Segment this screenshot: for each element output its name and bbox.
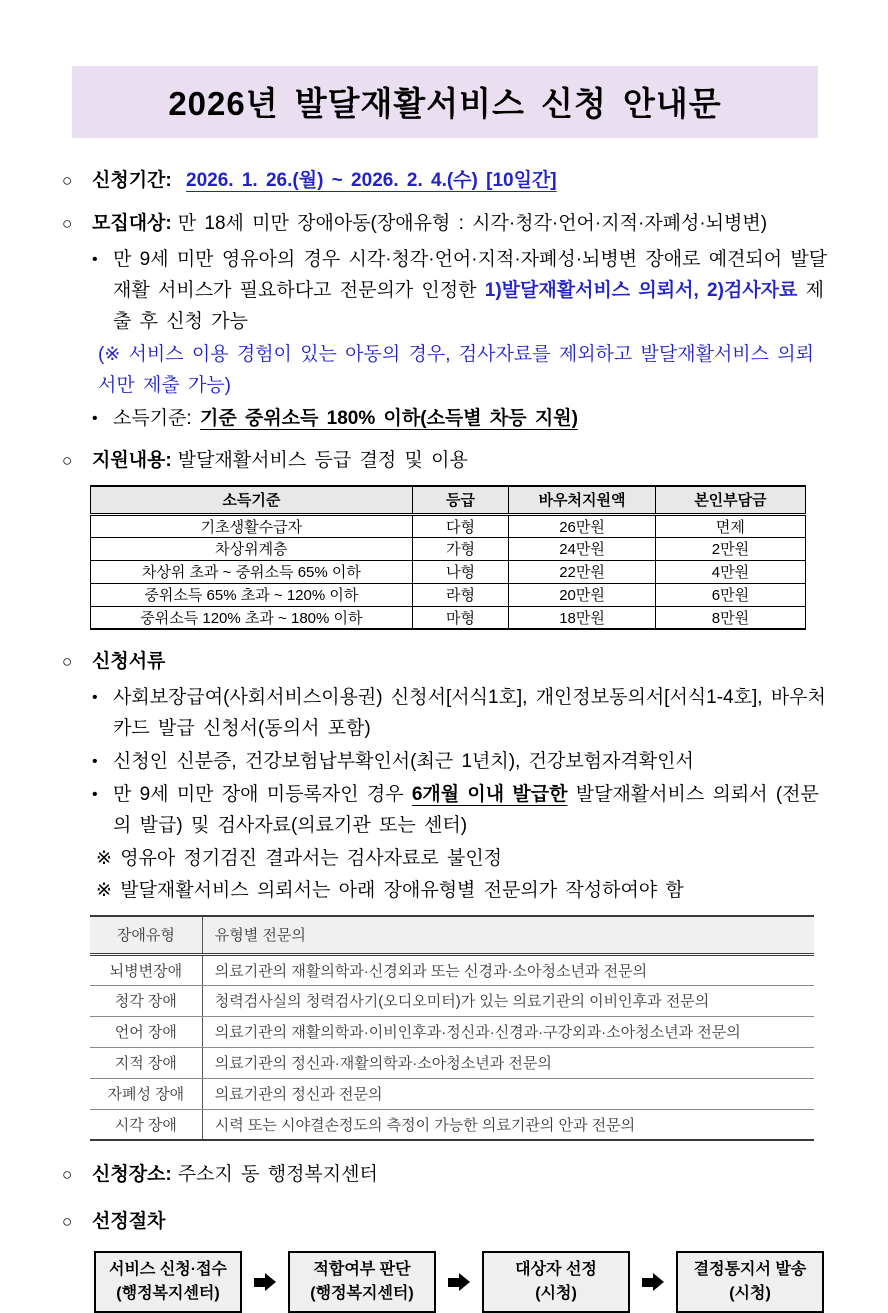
eligibility-blue-note: (※ 서비스 이용 경험이 있는 아동의 경우, 검사자료를 제외하고 발달재활서비스 의뢰서만 제출 가능) bbox=[98, 344, 814, 396]
flow-step-title: 서비스 신청·접수 bbox=[109, 1261, 227, 1278]
table-cell: 다형 bbox=[412, 514, 509, 537]
bullet1-tail: 제출 후 신청 가능 bbox=[113, 280, 825, 332]
section-circle-marker: ○ bbox=[62, 171, 73, 190]
table-row bbox=[90, 954, 814, 985]
documents-bullet2-text: 신청인 신분증, 건강보험납부확인서(최근 1년치), 건강보험자격확인서 bbox=[113, 751, 694, 772]
table-cell: 8만원 bbox=[655, 606, 805, 629]
documents-bullet-2 bbox=[92, 746, 828, 777]
voucher-support-table bbox=[90, 485, 806, 630]
flow-step-org: (시청) bbox=[535, 1285, 577, 1302]
section-eligibility bbox=[62, 208, 828, 436]
table-cell: 언어 장애 bbox=[90, 1016, 202, 1047]
flow-step-box bbox=[288, 1251, 436, 1313]
table-cell: 중위소득 65% 초과 ~ 120% 이하 bbox=[91, 583, 413, 606]
table-cell: 기초생활수급자 bbox=[91, 514, 413, 537]
table-cell: 자폐성 장애 bbox=[90, 1078, 202, 1109]
table-row bbox=[90, 1078, 814, 1109]
page-title: 2026년 발달재활서비스 신청 안내문 bbox=[168, 85, 722, 122]
section-circle-marker: ○ bbox=[62, 1165, 73, 1184]
table-cell: 시각 장애 bbox=[114, 1116, 177, 1134]
specialist-by-disability-table bbox=[90, 915, 814, 1141]
table-cell: 4만원 bbox=[655, 560, 805, 583]
table-cell: 의료기관의 재활의학과·신경외과 또는 신경과·소아청소년과 전문의 bbox=[202, 954, 814, 985]
bullet1-blue-emphasis: 1)발달재활서비스 의뢰서, 2)검사자료 bbox=[484, 280, 798, 301]
table-cell: 의료기관의 정신과 전문의 bbox=[202, 1078, 814, 1109]
support-value: 발달재활서비스 등급 결정 및 이용 bbox=[177, 450, 468, 471]
selection-procedure-flowchart bbox=[94, 1251, 824, 1313]
table-row bbox=[90, 1016, 814, 1047]
eligibility-label: 모집대상: bbox=[92, 213, 172, 234]
flow-step-title: 적합여부 판단 bbox=[313, 1261, 411, 1278]
table-row bbox=[91, 537, 806, 560]
bullet-marker: • bbox=[92, 753, 98, 770]
right-arrow-icon bbox=[254, 1273, 276, 1291]
bullet3-text: 만 9세 미만 장애 미등록자인 경우 bbox=[113, 784, 412, 805]
table-row bbox=[91, 514, 806, 537]
table-row bbox=[91, 583, 806, 606]
documents-bullet-3 bbox=[92, 779, 828, 841]
table-row bbox=[90, 1047, 814, 1078]
section-circle-marker: ○ bbox=[62, 214, 73, 233]
section-application-place bbox=[62, 1159, 828, 1190]
period-label: 신청기간: bbox=[92, 170, 172, 191]
table-cell: 22만원 bbox=[509, 560, 656, 583]
table-cell: 나형 bbox=[412, 560, 509, 583]
table-cell: 의료기관의 재활의학과·이비인후과·정신과·신경과·구강외과·소아청소년과 전문의 bbox=[202, 1016, 814, 1047]
table-cell: 2만원 bbox=[655, 537, 805, 560]
bullet3-underlined: 6개월 이내 발급한 bbox=[411, 784, 568, 805]
income-criteria-underlined: 기준 중위소득 180% 이하(소득별 차등 지원) bbox=[199, 408, 578, 429]
procedure-label: 선정절차 bbox=[92, 1211, 166, 1232]
document-title-banner bbox=[72, 66, 818, 138]
section-circle-marker: ○ bbox=[62, 1212, 73, 1231]
right-arrow-icon bbox=[642, 1273, 664, 1291]
section-application-period bbox=[62, 165, 828, 196]
flow-step-org: (시청) bbox=[729, 1285, 771, 1302]
table-row bbox=[90, 985, 814, 1016]
table-cell: 뇌병변장애 bbox=[90, 954, 202, 985]
bullet3-tail: 발달재활서비스 의뢰서 (전문의 발급) 및 검사자료(의료기관 또는 센터) bbox=[113, 784, 819, 836]
specialist-table-header-row bbox=[90, 916, 814, 954]
support-table-body bbox=[91, 514, 806, 629]
section-circle-marker: ○ bbox=[62, 451, 73, 470]
bullet1-text: 만 9세 미만 영유아의 경우 시각·청각·언어·지적·자폐성·뇌병변 장애로 예견되어 발달재활 서비스가 필요하다고 전문의가 인정한 bbox=[113, 249, 828, 301]
table-cell: 가형 bbox=[412, 537, 509, 560]
table-header-cell: 소득기준 bbox=[91, 486, 413, 514]
place-label: 신청장소: bbox=[92, 1164, 172, 1185]
section-support-content bbox=[62, 445, 828, 476]
table-header-cell: 유형별 전문의 bbox=[202, 916, 814, 954]
bullet-marker: • bbox=[92, 689, 98, 706]
flow-step-title: 대상자 선정 bbox=[515, 1261, 597, 1278]
table-cell: 차상위 초과 ~ 중위소득 65% 이하 bbox=[91, 560, 413, 583]
bullet-marker: • bbox=[92, 251, 98, 268]
specialist-table-body bbox=[90, 954, 814, 1140]
documents-note-1: ※ 영유아 정기검진 결과서는 검사자료로 불인정 bbox=[96, 848, 503, 869]
table-cell: 24만원 bbox=[509, 537, 656, 560]
table-cell: 의료기관의 정신과·재활의학과·소아청소년과 전문의 bbox=[202, 1047, 814, 1078]
flow-step-box bbox=[482, 1251, 630, 1313]
eligibility-bullet-1 bbox=[92, 244, 828, 337]
flow-step-box bbox=[676, 1251, 824, 1313]
table-cell: 마형 bbox=[412, 606, 509, 629]
eligibility-bullet-2 bbox=[92, 403, 828, 434]
table-row bbox=[91, 606, 806, 629]
documents-bullet1-text: 사회보장급여(사회서비스이용권) 신청서[서식1호], 개인정보동의서[서식1-4호], 바우처카드 발급 신청서(동의서 포함) bbox=[113, 687, 826, 739]
support-table-header-row bbox=[91, 486, 806, 514]
documents-bullet-1 bbox=[92, 682, 828, 744]
support-label: 지원내용: bbox=[92, 450, 172, 471]
flow-step-box bbox=[94, 1251, 242, 1313]
bullet-marker: • bbox=[92, 786, 98, 803]
documents-note-2: ※ 발달재활서비스 의뢰서는 아래 장애유형별 전문의가 작성하여야 함 bbox=[96, 880, 684, 901]
eligibility-value: 만 18세 미만 장애아동(장애유형 : 시각·청각·언어·지적·자폐성·뇌병변) bbox=[177, 213, 768, 234]
section-required-documents bbox=[62, 646, 828, 907]
table-header-cell: 본인부담금 bbox=[655, 486, 805, 514]
table-cell: 차상위계층 bbox=[91, 537, 413, 560]
table-cell: 20만원 bbox=[509, 583, 656, 606]
table-cell: 라형 bbox=[412, 583, 509, 606]
period-value: 2026. 1. 26.(월) ~ 2026. 2. 4.(수) [10일간] bbox=[186, 170, 557, 191]
table-header-cell: 장애유형 bbox=[90, 916, 202, 954]
table-cell: 지적 장애 bbox=[90, 1047, 202, 1078]
flow-step-org: (행정복지센터) bbox=[116, 1285, 220, 1302]
table-cell: 청력검사실의 청력검사기(오디오미터)가 있는 의료기관의 이비인후과 전문의 bbox=[202, 985, 814, 1016]
bullet-marker: • bbox=[92, 410, 98, 427]
flow-step-title: 결정통지서 발송 bbox=[693, 1261, 807, 1278]
table-cell: 6만원 bbox=[655, 583, 805, 606]
table-cell: 26만원 bbox=[509, 514, 656, 537]
table-row bbox=[91, 560, 806, 583]
table-cell: 청각 장애 bbox=[90, 985, 202, 1016]
flow-step-org: (행정복지센터) bbox=[310, 1285, 414, 1302]
table-cell: 면제 bbox=[655, 514, 805, 537]
table-row bbox=[90, 1109, 814, 1140]
table-header-cell: 등급 bbox=[412, 486, 509, 514]
section-selection-procedure bbox=[62, 1206, 828, 1237]
table-header-cell: 바우처지원액 bbox=[509, 486, 656, 514]
table-cell: 시력 또는 시야결손정도의 측정이 가능한 의료기관의 안과 전문의 bbox=[202, 1109, 814, 1140]
section-circle-marker: ○ bbox=[62, 652, 73, 671]
table-cell: 중위소득 120% 초과 ~ 180% 이하 bbox=[91, 606, 413, 629]
place-value: 주소지 동 행정복지센터 bbox=[177, 1164, 378, 1185]
table-cell: 18만원 bbox=[509, 606, 656, 629]
documents-label: 신청서류 bbox=[92, 651, 166, 672]
income-label: 소득기준: bbox=[113, 408, 200, 429]
right-arrow-icon bbox=[448, 1273, 470, 1291]
